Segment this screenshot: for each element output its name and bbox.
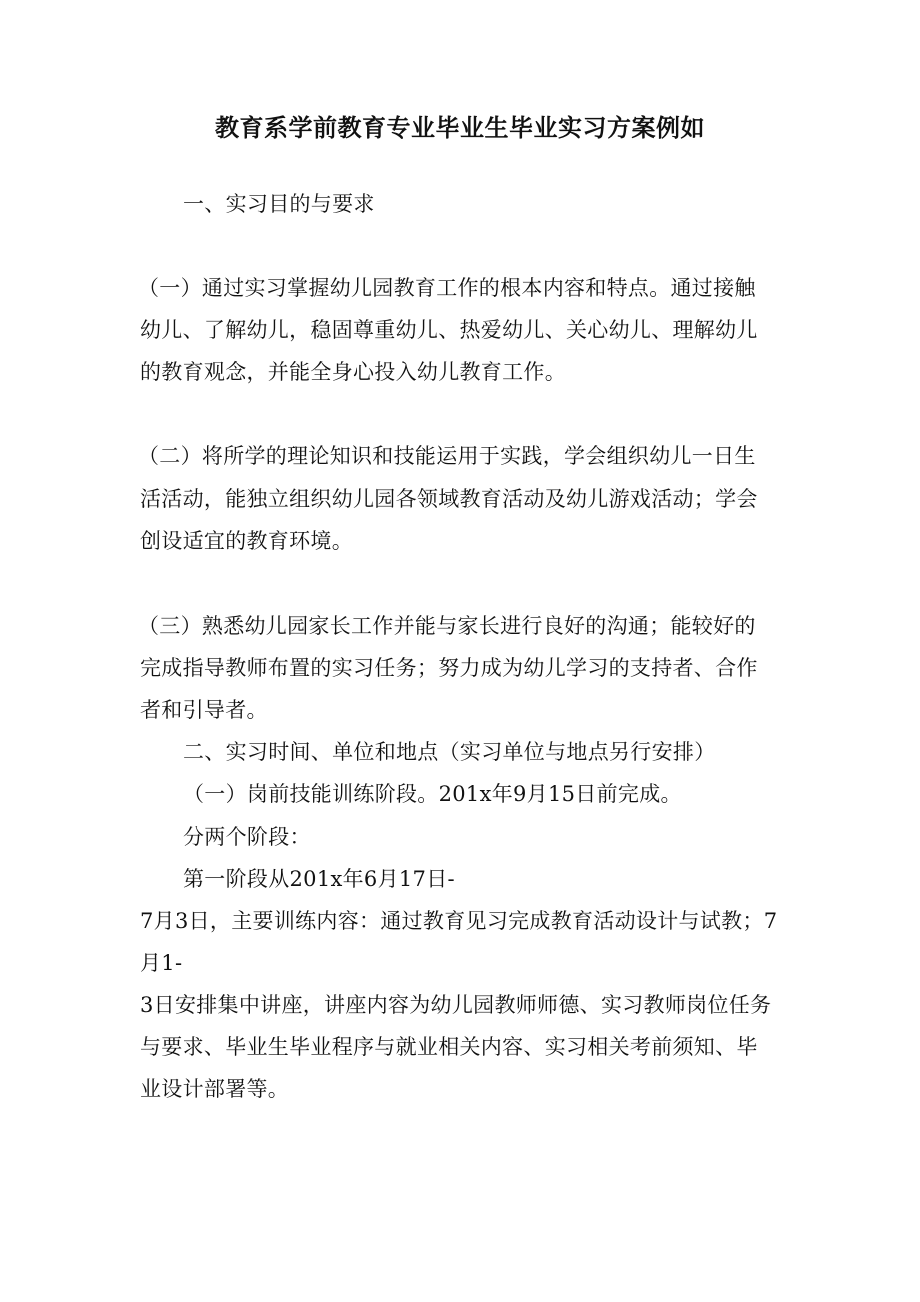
stage1-line6: 业设计部署等。: [140, 1077, 290, 1101]
paragraph1-line1: （一）通过实习掌握幼儿园教育工作的根本内容和特点。通过接触: [138, 276, 756, 300]
paragraph1-line2: 幼儿、了解幼儿，稳固尊重幼儿、热爱幼儿、关心幼儿、理解幼儿: [140, 318, 758, 342]
paragraph2-line1: （二）将所学的理论知识和技能运用于实践，学会组织幼儿一日生: [138, 444, 756, 468]
subsection1-line: （一）岗前技能训练阶段。201x年9月15日前完成。: [183, 782, 682, 806]
paragraph2-line2: 活活动，能独立组织幼儿园各领域教育活动及幼儿游戏活动；学会: [140, 487, 758, 511]
stage1-line1: 第一阶段从201x年6月17日-: [183, 867, 455, 891]
paragraph3-line1: （三）熟悉幼儿园家长工作并能与家长进行良好的沟通；能较好的: [138, 614, 756, 638]
two-stages-line: 分两个阶段：: [183, 825, 311, 849]
section2-heading: 二、实习时间、单位和地点（实习单位与地点另行安排）: [183, 740, 716, 764]
paragraph2-line3: 创设适宜的教育环境。: [140, 529, 353, 553]
stage1-line2: 7月3日，主要训练内容：通过教育见习完成教育活动设计与试教；7: [140, 909, 778, 933]
document-title: 教育系学前教育专业毕业生毕业实习方案例如: [215, 113, 705, 142]
paragraph1-line3: 的教育观念，并能全身心投入幼儿教育工作。: [140, 360, 566, 384]
paragraph3-line3: 者和引导者。: [140, 698, 268, 722]
paragraph3-line2: 完成指导教师布置的实习任务；努力成为幼儿学习的支持者、合作: [140, 656, 758, 680]
stage1-line5: 与要求、毕业生毕业程序与就业相关内容、实习相关考前须知、毕: [140, 1035, 758, 1059]
stage1-line3: 月1-: [140, 951, 183, 975]
section1-heading: 一、实习目的与要求: [183, 192, 375, 216]
stage1-line4: 3日安排集中讲座，讲座内容为幼儿园教师师德、实习教师岗位任务: [140, 993, 772, 1017]
